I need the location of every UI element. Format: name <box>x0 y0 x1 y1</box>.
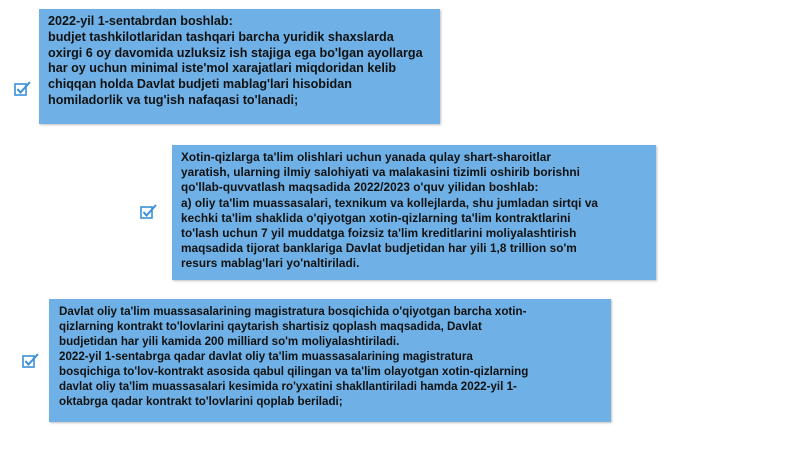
checkbox-checked-icon <box>14 80 32 96</box>
benefit-text: 2022-yil 1-sentabrdan boshlab: budjet tashkilotlaridan tashqari barcha yuridik shaxslarda oxirgi 6 oy davomida uzluksiz ish stajiga ega bo'lgan ayollarga har oy uchun minimal iste'mol xarajatlari miqdoridan kelib chiqqan holda Davlat budjeti mablag'lari hisobidan homiladorlik va tug'ish nafaqasi to'lanadi; <box>48 14 423 107</box>
benefit-card-education-credit <box>172 145 656 280</box>
benefit-text: Xotin-qizlarga ta'lim olishlari uchun yanada qulay shart-sharoitlar yaratish, ularning ilmiy salohiyati va malakasini tizimli oshirib borishni qo'llab-quvvatlash maqsadida 2022/2023 o'quv yilidan boshlab: a) oliy ta'lim muassasalari, texnikum va kollejlarda, shu jumladan sirtqi va kechki ta'lim shaklida o'qiyotgan xotin-qizlarning ta'lim kontraktlarini to'lash uchun 7 yil muddatga foizsiz ta'lim kreditlarini moliyalashtirish maqsadida tijorat banklariga Davlat budjetidan har yili 1,8 trillion so'm resurs mablag'lari yo'naltiriladi. <box>181 150 599 271</box>
benefit-card-masters-contract <box>49 299 611 422</box>
checkbox-checked-icon <box>140 203 158 219</box>
benefit-text: Davlat oliy ta'lim muassasalarining magistratura bosqichida o'qiyotgan barcha xotin- qizlarning kontrakt to'lovlarini qaytarish shartisiz qoplash maqsadida, Davlat budjetidan har yili kamida 200 milliard so'm moliyalashtiriladi. 2022-yil 1-sentabrga qadar davlat oliy ta'lim muassasalarining magistratura bosqichiga to'lov-kontrakt asosida qabul qilingan va ta'lim olayotgan xotin-qizlarning davlat oliy ta'lim muassasalari kesimida ro'yxatini shakllantiriladi hamda 2022-yil 1- oktabrga qadar kontrakt to'lovlarini qoplab beriladi; <box>59 305 529 408</box>
checkbox-checked-icon <box>22 352 40 368</box>
benefit-card-maternity <box>39 9 440 124</box>
